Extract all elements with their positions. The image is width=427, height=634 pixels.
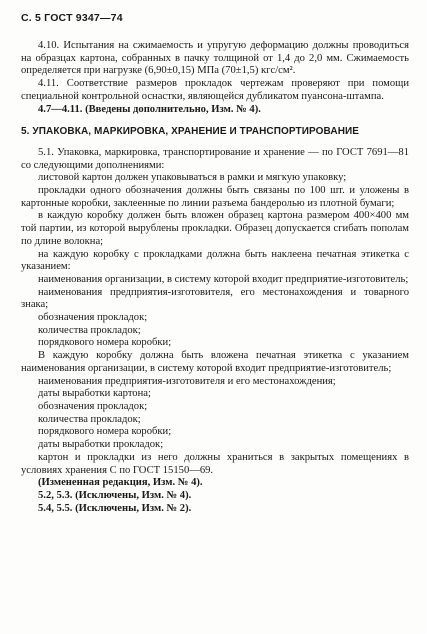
paragraph: даты выработки прокладок; bbox=[38, 439, 164, 451]
document-body bbox=[21, 40, 409, 515]
paragraph: наименования предприятия-изготовителя, его местонахождения и товарного знака; bbox=[21, 286, 409, 311]
paragraph: В каждую коробку должна быть вложена печатная этикетка с указанием наименования организации, в систему которой входит предприятие-изготовитель; bbox=[21, 350, 409, 374]
paragraph: количества прокладок; bbox=[38, 324, 141, 336]
paragraph: порядкового номера коробки; bbox=[38, 426, 172, 438]
paragraph: порядкового номера коробки; bbox=[38, 337, 172, 349]
paragraph: 5.2, 5.3. (Исключены, Изм. № 4). bbox=[38, 489, 192, 501]
paragraph: на каждую коробку с прокладками должна быть наклеена печатная этикетка с указанием: bbox=[21, 248, 409, 273]
paragraph: 4.7—4.11. (Введены дополнительно, Изм. № 4). bbox=[38, 103, 261, 115]
paragraph: (Измененная редакция, Изм. № 4). bbox=[38, 477, 203, 489]
paragraph: листовой картон должен упаковываться в рамки и мягкую упаковку; bbox=[38, 172, 347, 184]
paragraph: обозначения прокладок; bbox=[38, 312, 148, 324]
paragraph: количества прокладок; bbox=[38, 413, 141, 425]
paragraph: обозначения прокладок; bbox=[38, 400, 148, 412]
paragraph: в каждую коробку должен быть вложен образец картона размером 400×400 мм той партии, из которой вырублены прокладки. Образец допускается сгибать пополам по длине волокна; bbox=[21, 210, 409, 247]
paragraph: даты выработки картона; bbox=[38, 388, 151, 400]
paragraph: 4.11. Соответствие размеров прокладок чертежам проверяют при помощи специальной контрольной оснастки, являющейся дубликатом пуансона-штампа. bbox=[21, 78, 409, 102]
page-header: С. 5 ГОСТ 9347—74 bbox=[21, 12, 123, 24]
paragraph: наименования предприятия-изготовителя и его местонахождения; bbox=[38, 375, 336, 387]
paragraph: 5.1. Упаковка, маркировка, транспортирование и хранение — по ГОСТ 7691—81 со следующими дополнениями: bbox=[21, 146, 409, 171]
paragraph: прокладки одного обозначения должны быть связаны по 100 шт. и уложены в картонные коробки, заклеенные по линии разъема бандеролью из плотной бумаги; bbox=[21, 185, 409, 209]
paragraph: 5.4, 5.5. (Исключены, Изм. № 2). bbox=[38, 502, 192, 514]
paragraph: 4.10. Испытания на сжимаемость и упругую деформацию должны проводиться на образцах картона, собранных в пачку толщиной от 1,4 до 2,0 мм. Сжимаемость определяется при нагрузке (6,90±0,15) МПа (70±1,5) кгс/см². bbox=[21, 40, 409, 77]
paragraph: картон и прокладки из него должны храниться в закрытых помещениях в условиях хранения С по ГОСТ 15150—69. bbox=[21, 451, 409, 476]
section-heading: 5. УПАКОВКА, МАРКИРОВКА, ХРАНЕНИЕ И ТРАНСПОРТИРОВАНИЕ bbox=[21, 126, 360, 138]
paragraph: наименования организации, в систему которой входит предприятие-изготовитель; bbox=[38, 273, 409, 285]
